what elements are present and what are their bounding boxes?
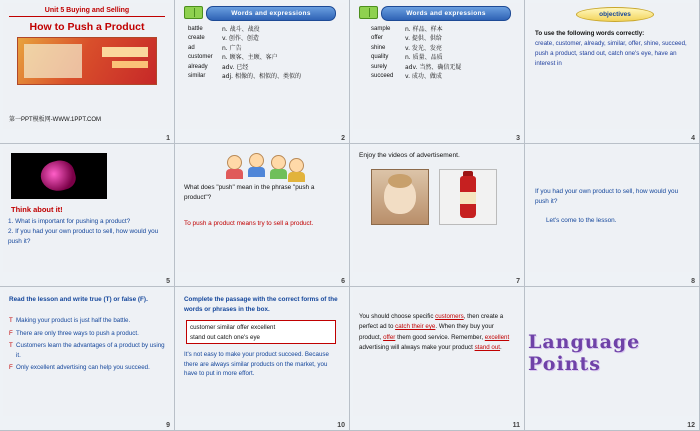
word-list xyxy=(188,25,341,81)
slide-9 xyxy=(3,290,171,416)
slide-cell-4[interactable] xyxy=(525,0,700,144)
slide-12 xyxy=(528,290,696,416)
slide-number: 8 xyxy=(691,278,695,286)
question-list xyxy=(8,217,166,247)
task-heading: Read the lesson and write true (T) or false (F). xyxy=(9,296,148,304)
list-item: create v. 创作、创造 xyxy=(188,35,259,43)
list-item: 2. If you had your own product to sell, how would you push it? xyxy=(8,227,159,245)
list-item: F There are only three ways to push a product. xyxy=(9,329,139,337)
mark: F xyxy=(9,329,13,337)
answer-blank: stand out xyxy=(474,343,501,351)
task-heading: Complete the passage with the correct forms of the words or phrases in the box. xyxy=(184,296,338,313)
unit-heading: Unit 5 Buying and Selling xyxy=(9,7,165,17)
objectives-words: create, customer, already, similar, offer, shine, succeed, push a product, stand out, catch one's eye, have an interest in xyxy=(535,40,687,67)
slide-7 xyxy=(353,147,521,273)
slide-number: 12 xyxy=(687,421,695,429)
slide-cell-12[interactable] xyxy=(525,287,700,431)
product-photo xyxy=(439,169,497,225)
slide-6 xyxy=(178,147,346,273)
answer-blank: customers xyxy=(435,313,464,321)
slide-cell-8[interactable] xyxy=(525,144,700,288)
passage-text: You should choose specific customers, then create a perfect ad to catch their eye. When they buy your product, offer them good service. Remember, excellent advertising will always make your product stand out. xyxy=(359,313,510,351)
list-item: customer n. 顾客、主顾、客户 xyxy=(188,54,278,62)
decorative-image xyxy=(11,153,107,199)
mark: F xyxy=(9,364,13,372)
slide-cell-1[interactable] xyxy=(0,0,175,144)
slide-cell-5[interactable] xyxy=(0,144,175,288)
list-item: surely adv. 当然、确信无疑 xyxy=(371,63,462,71)
slide-cell-11[interactable] xyxy=(350,287,525,431)
objectives-lead: To use the following words correctly: xyxy=(535,30,645,37)
answer-blank: excellent xyxy=(484,333,510,341)
objectives-text xyxy=(535,29,690,69)
think-about-it-heading: Think about it! xyxy=(11,204,63,214)
list-item: T Making your product is just half the battle. xyxy=(9,317,131,325)
word-box xyxy=(186,320,336,344)
transition-text: Let's come to the lesson. xyxy=(546,216,617,224)
word-box-line: customer similar offer excellent xyxy=(190,324,276,332)
prompt-text: If you had your own product to sell, how would you push it? xyxy=(535,187,679,205)
slide-4 xyxy=(528,3,696,129)
answer-blank: offer xyxy=(383,333,396,341)
question-text: What does "push" mean in the phrase "push a product"? xyxy=(184,183,315,201)
slide-cell-6[interactable] xyxy=(175,144,350,288)
list-item: sample n. 样品、样本 xyxy=(371,26,443,33)
video-heading: Enjoy the videos of advertisement. xyxy=(359,151,460,159)
slide-cell-3[interactable] xyxy=(350,0,525,144)
section-banner: Words and expressions xyxy=(381,6,511,21)
slide-number: 9 xyxy=(166,421,170,429)
list-item: offer v. 提供、供给 xyxy=(371,35,442,43)
slide-number: 7 xyxy=(516,278,520,286)
students-illustration xyxy=(222,151,306,181)
true-false-list xyxy=(9,316,165,376)
slide-cell-2[interactable] xyxy=(175,0,350,144)
book-icon xyxy=(184,6,203,19)
footer-credit: 第一PPT模板网-WWW.1PPT.COM xyxy=(9,116,101,123)
slide-11 xyxy=(353,290,521,416)
slide-number: 10 xyxy=(337,421,345,429)
advertisement-photo xyxy=(371,169,429,225)
slide-10 xyxy=(178,290,346,416)
list-item: 1. What is important for pushing a product? xyxy=(8,217,131,225)
slide-number: 1 xyxy=(166,134,170,142)
list-item: ad n. 广告 xyxy=(188,44,242,52)
list-item: succeed v. 成功、做成 xyxy=(371,73,442,81)
word-list xyxy=(371,25,516,81)
objectives-banner: objectives xyxy=(576,7,654,22)
list-item: T Customers learn the advantages of a product by using it. xyxy=(9,342,165,359)
section-title: Language Points xyxy=(528,330,641,375)
mark: T xyxy=(9,317,13,325)
section-banner: Words and expressions xyxy=(206,6,336,21)
page-title: How to Push a Product xyxy=(29,21,145,33)
slide-cell-9[interactable] xyxy=(0,287,175,431)
list-item: F Only excellent advertising can help you succeed. xyxy=(9,364,150,372)
mark: T xyxy=(9,342,13,350)
slide-number: 4 xyxy=(691,134,695,142)
list-item: similar adj. 相像的、相似的、类似的 xyxy=(188,73,301,81)
answer-blank: catch their eye xyxy=(395,323,436,331)
list-item: already adv. 已经 xyxy=(188,63,249,71)
slide-cell-10[interactable] xyxy=(175,287,350,431)
slide-cell-7[interactable] xyxy=(350,144,525,288)
section-title-slide xyxy=(528,290,696,416)
slide-1 xyxy=(3,3,171,129)
slide-2 xyxy=(178,3,346,129)
answer-text: To push a product means try to sell a product. xyxy=(184,219,314,227)
passage-text: It's not easy to make your product succeed. Because there are always similar products on the market, you have to put in more effort. xyxy=(184,351,329,378)
slide-number: 6 xyxy=(341,278,345,286)
slide-number: 5 xyxy=(166,278,170,286)
list-item: battle n. 战斗、战役 xyxy=(188,26,260,33)
list-item: shine v. 发光、发亮 xyxy=(371,44,442,52)
word-box-line: stand out catch one's eye xyxy=(190,333,260,341)
slide-number: 3 xyxy=(516,134,520,142)
cover-image xyxy=(17,37,157,85)
slide-number: 2 xyxy=(341,134,345,142)
book-icon xyxy=(359,6,378,19)
list-item: quality n. 质量、品质 xyxy=(371,54,443,62)
slide-8 xyxy=(528,147,696,273)
slide-3 xyxy=(353,3,521,129)
slide-5 xyxy=(3,147,171,273)
slide-number: 11 xyxy=(512,421,520,429)
